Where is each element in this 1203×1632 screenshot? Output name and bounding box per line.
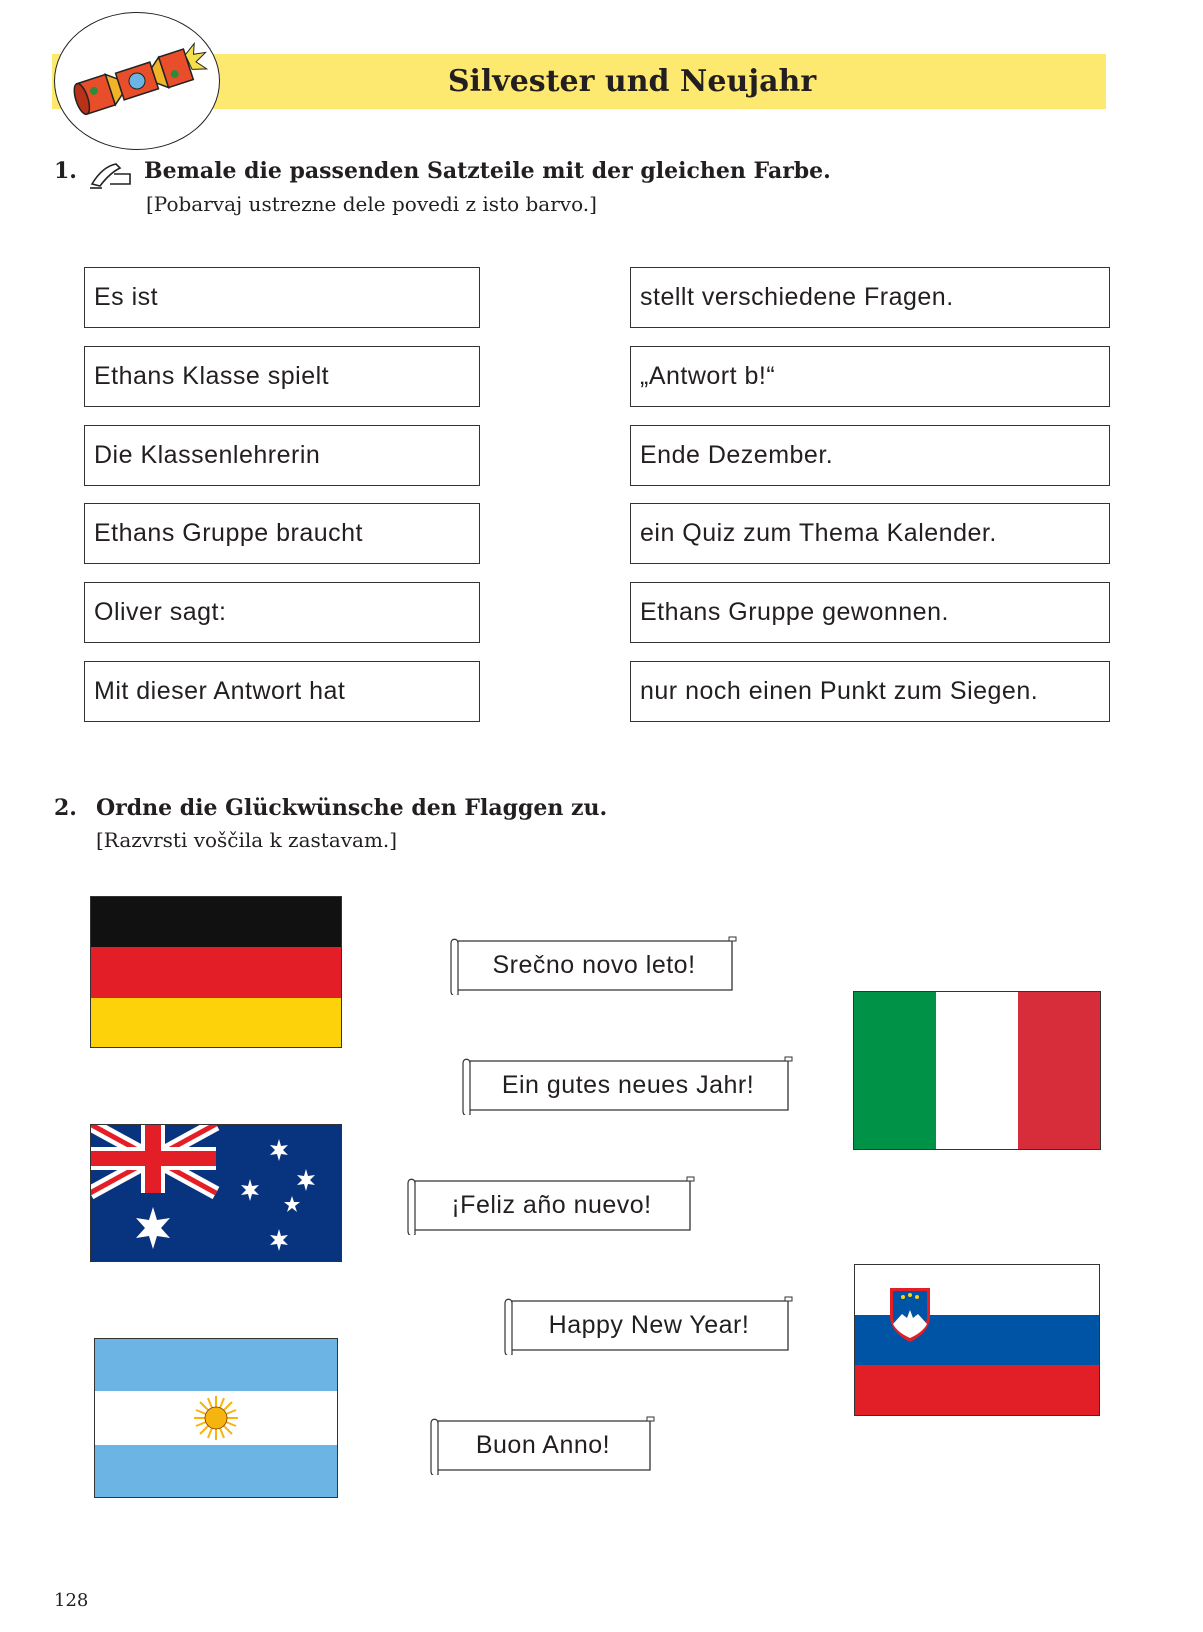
sentence-end-box[interactable]: stellt verschiedene Fragen.: [630, 267, 1110, 328]
exercise-1-translation: [Pobarvaj ustrezne dele povedi z isto barvo.]: [146, 192, 597, 216]
cracker-logo: [54, 12, 220, 150]
flag-slovenia[interactable]: [854, 1264, 1100, 1416]
exercise-1-number: 1.: [54, 158, 77, 184]
greeting-text: Happy New Year!: [548, 1310, 750, 1339]
sentence-start-box[interactable]: Es ist: [84, 267, 480, 328]
exercise-2-instruction: Ordne die Glückwünsche den Flaggen zu.: [96, 795, 608, 821]
greeting-text: Srečno novo leto!: [492, 950, 696, 979]
sentence-start-box[interactable]: Oliver sagt:: [84, 582, 480, 643]
greeting-scroll[interactable]: [448, 935, 740, 995]
flag-australia[interactable]: [90, 1124, 342, 1262]
greeting-text: Ein gutes neues Jahr!: [501, 1070, 755, 1099]
greeting-text: Buon Anno!: [475, 1430, 611, 1459]
exercise-1-instruction: Bemale die passenden Satzteile mit der gleichen Farbe.: [144, 158, 831, 184]
flag-germany[interactable]: [90, 896, 342, 1048]
writing-hand-icon: [88, 160, 134, 190]
greeting-scroll[interactable]: [428, 1415, 658, 1475]
greeting-scroll[interactable]: [405, 1175, 698, 1235]
sentence-start-box[interactable]: Ethans Gruppe braucht: [84, 503, 480, 564]
page-title: Silvester und Neujahr: [447, 64, 817, 99]
sentence-end-box[interactable]: Ende Dezember.: [630, 425, 1110, 486]
sentence-start-box[interactable]: Die Klassenlehrerin: [84, 425, 480, 486]
exercise-2-translation: [Razvrsti voščila k zastavam.]: [96, 828, 398, 852]
flag-argentina[interactable]: [94, 1338, 338, 1498]
page-number: 128: [54, 1590, 89, 1611]
sentence-end-box[interactable]: „Antwort b!“: [630, 346, 1110, 407]
sentence-end-box[interactable]: Ethans Gruppe gewonnen.: [630, 582, 1110, 643]
sentence-start-box[interactable]: Mit dieser Antwort hat: [84, 661, 480, 722]
party-cracker-icon: [55, 13, 219, 149]
sentence-end-box[interactable]: ein Quiz zum Thema Kalender.: [630, 503, 1110, 564]
greeting-scroll[interactable]: [460, 1055, 796, 1115]
exercise-2-number: 2.: [54, 795, 77, 821]
greeting-text: ¡Feliz año nuevo!: [451, 1190, 652, 1219]
sentence-end-box[interactable]: nur noch einen Punkt zum Siegen.: [630, 661, 1110, 722]
greeting-scroll[interactable]: [502, 1295, 796, 1355]
flag-italy[interactable]: [853, 991, 1101, 1150]
sentence-start-box[interactable]: Ethans Klasse spielt: [84, 346, 480, 407]
